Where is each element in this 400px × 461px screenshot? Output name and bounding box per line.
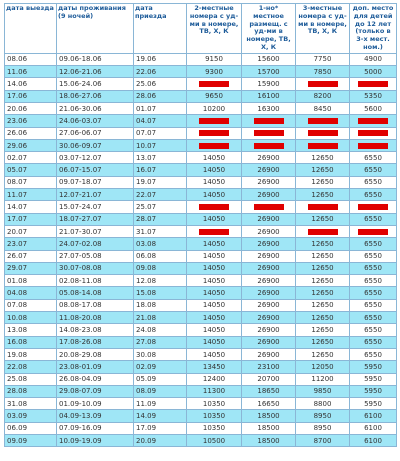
price-extra-bed-cell: 6550 [350,250,397,262]
price-single-cell: 26900 [242,312,296,324]
price-triple-cell: 12650 [296,275,350,287]
departure-date-cell: 28.08 [5,385,57,397]
price-extra-bed-cell: 6550 [350,348,397,360]
departure-date-cell: 08.06 [5,53,57,65]
stay-dates-cell: 12.07-21.07 [57,189,134,201]
price-extra-bed-cell: 6550 [350,189,397,201]
arrival-date-cell: 17.09 [134,422,187,434]
table-row [5,250,397,262]
price-extra-bed-cell: 6100 [350,410,397,422]
stay-dates-cell: 27.06-06.07 [57,127,134,139]
departure-date-cell: 23.06 [5,115,57,127]
sold-out-marker [358,143,388,149]
table-row [5,102,397,114]
table-row [5,90,397,102]
departure-date-cell: 20.06 [5,102,57,114]
table-row [5,164,397,176]
departure-date-cell: 29.07 [5,262,57,274]
price-double-cell: 10350 [187,410,242,422]
arrival-date-cell: 11.09 [134,398,187,410]
stay-dates-cell: 23.08-01.09 [57,361,134,373]
price-triple-cell: 8700 [296,434,350,446]
price-extra-bed-cell: 6550 [350,299,397,311]
price-triple-cell: 12650 [296,287,350,299]
header-extra-bed-child: доп. место для детей до 12 лет (только в 3-х мест. ном.) [350,4,397,54]
arrival-date-cell: 22.07 [134,189,187,201]
price-triple-cell: 12650 [296,336,350,348]
price-double-cell: 10200 [187,102,242,114]
price-single-cell: 26900 [242,262,296,274]
sold-out-marker [254,118,284,124]
stay-dates-cell: 12.06-21.06 [57,66,134,78]
stay-dates-cell: 02.08-11.08 [57,275,134,287]
arrival-date-cell: 10.07 [134,139,187,151]
table-row [5,361,397,373]
stay-dates-cell: 05.08-14.08 [57,287,134,299]
price-single-cell: 26900 [242,176,296,188]
departure-date-cell: 26.07 [5,250,57,262]
price-double-cell [187,115,242,127]
departure-date-cell: 25.08 [5,373,57,385]
sold-out-marker [254,143,284,149]
departure-date-cell: 05.07 [5,164,57,176]
table-row [5,398,397,410]
departure-date-cell: 22.08 [5,361,57,373]
price-triple-cell: 12650 [296,312,350,324]
stay-dates-cell: 26.08-04.09 [57,373,134,385]
price-double-cell [187,127,242,139]
departure-date-cell: 13.08 [5,324,57,336]
price-triple-cell: 12650 [296,262,350,274]
sold-out-marker [358,229,388,235]
arrival-date-cell: 24.08 [134,324,187,336]
departure-date-cell: 10.08 [5,312,57,324]
price-single-cell: 26900 [242,189,296,201]
price-single-cell: 26900 [242,324,296,336]
price-triple-cell [296,139,350,151]
price-triple-cell: 12050 [296,361,350,373]
price-single-cell: 26900 [242,164,296,176]
price-single-cell: 26900 [242,348,296,360]
arrival-date-cell: 08.09 [134,385,187,397]
price-triple-cell: 7750 [296,53,350,65]
price-single-cell: 15600 [242,53,296,65]
stay-dates-cell: 04.09-13.09 [57,410,134,422]
price-triple-cell [296,78,350,90]
table-row [5,324,397,336]
price-single-cell: 18500 [242,410,296,422]
price-single-cell: 15900 [242,78,296,90]
price-triple-cell [296,225,350,237]
departure-date-cell: 03.09 [5,410,57,422]
price-double-cell: 14050 [187,176,242,188]
departure-date-cell: 09.09 [5,434,57,446]
price-extra-bed-cell: 6550 [350,176,397,188]
sold-out-marker [199,118,229,124]
stay-dates-cell: 10.09-19.09 [57,434,134,446]
price-single-cell: 26900 [242,225,296,237]
departure-date-cell: 04.08 [5,287,57,299]
arrival-date-cell: 22.06 [134,66,187,78]
header-single-room: 1-но* местное размещ. с уд-ми в номере, ТВ, Х, К [242,4,296,54]
price-double-cell: 13450 [187,361,242,373]
price-single-cell: 16300 [242,102,296,114]
table-row [5,78,397,90]
stay-dates-cell: 08.08-17.08 [57,299,134,311]
price-double-cell: 14050 [187,287,242,299]
stay-dates-cell: 17.08-26.08 [57,336,134,348]
departure-date-cell: 31.08 [5,398,57,410]
arrival-date-cell: 21.08 [134,312,187,324]
departure-date-cell: 16.08 [5,336,57,348]
table-row [5,348,397,360]
arrival-date-cell: 15.08 [134,287,187,299]
stay-dates-cell: 03.07-12.07 [57,152,134,164]
price-extra-bed-cell: 4900 [350,53,397,65]
price-triple-cell: 12650 [296,176,350,188]
price-double-cell: 14050 [187,312,242,324]
sold-out-marker [199,130,229,136]
sold-out-marker [358,204,388,210]
price-extra-bed-cell [350,225,397,237]
price-extra-bed-cell: 6550 [350,238,397,250]
price-extra-bed-cell: 6550 [350,275,397,287]
price-single-cell [242,127,296,139]
departure-date-cell: 11.06 [5,66,57,78]
stay-dates-cell: 07.09-16.09 [57,422,134,434]
arrival-date-cell: 14.09 [134,410,187,422]
price-single-cell: 26900 [242,275,296,287]
price-triple-cell [296,115,350,127]
stay-dates-cell: 18.07-27.07 [57,213,134,225]
arrival-date-cell: 07.07 [134,127,187,139]
table-row [5,336,397,348]
arrival-date-cell: 04.07 [134,115,187,127]
price-double-cell [187,225,242,237]
sold-out-marker [358,81,388,87]
sold-out-marker [199,81,229,87]
price-extra-bed-cell: 5000 [350,66,397,78]
arrival-date-cell: 09.08 [134,262,187,274]
price-extra-bed-cell: 6550 [350,324,397,336]
stay-dates-cell: 09.07-18.07 [57,176,134,188]
price-double-cell: 12400 [187,373,242,385]
price-triple-cell: 12650 [296,152,350,164]
arrival-date-cell: 06.08 [134,250,187,262]
stay-dates-cell: 15.06-24.06 [57,78,134,90]
table-row [5,262,397,274]
stay-dates-cell: 11.08-20.08 [57,312,134,324]
departure-date-cell: 26.06 [5,127,57,139]
arrival-date-cell: 02.09 [134,361,187,373]
arrival-date-cell: 03.08 [134,238,187,250]
header-triple-room: 3-местные номера с уд-ми в номере, ТВ, Х, К [296,4,350,54]
price-triple-cell: 12650 [296,324,350,336]
price-extra-bed-cell: 6100 [350,422,397,434]
table-body [5,53,397,447]
price-extra-bed-cell: 6550 [350,336,397,348]
price-extra-bed-cell: 6550 [350,287,397,299]
price-double-cell: 14050 [187,152,242,164]
sold-out-marker [199,143,229,149]
price-single-cell [242,115,296,127]
arrival-date-cell: 16.07 [134,164,187,176]
arrival-date-cell: 05.09 [134,373,187,385]
price-double-cell [187,201,242,213]
arrival-date-cell: 28.07 [134,213,187,225]
price-single-cell: 20700 [242,373,296,385]
table-row [5,139,397,151]
departure-date-cell: 08.07 [5,176,57,188]
price-double-cell: 14050 [187,238,242,250]
price-double-cell: 9650 [187,90,242,102]
price-triple-cell: 7850 [296,66,350,78]
sold-out-marker [308,204,338,210]
price-extra-bed-cell [350,201,397,213]
price-single-cell: 15700 [242,66,296,78]
price-single-cell: 26900 [242,213,296,225]
price-single-cell: 26900 [242,299,296,311]
sold-out-marker [358,130,388,136]
price-double-cell: 10500 [187,434,242,446]
table-row [5,287,397,299]
departure-date-cell: 19.08 [5,348,57,360]
departure-date-cell: 02.07 [5,152,57,164]
price-single-cell: 26900 [242,287,296,299]
price-extra-bed-cell [350,139,397,151]
price-double-cell: 9150 [187,53,242,65]
stay-dates-cell: 24.07-02.08 [57,238,134,250]
price-single-cell [242,201,296,213]
table-row [5,53,397,65]
price-double-cell: 14050 [187,299,242,311]
price-single-cell: 26900 [242,152,296,164]
price-double-cell: 14050 [187,164,242,176]
arrival-date-cell: 19.07 [134,176,187,188]
table-row [5,115,397,127]
sold-out-marker [199,204,229,210]
price-single-cell: 23100 [242,361,296,373]
arrival-date-cell: 25.07 [134,201,187,213]
arrival-date-cell: 13.07 [134,152,187,164]
arrival-date-cell: 27.08 [134,336,187,348]
table-row [5,275,397,287]
stay-dates-cell: 29.08-07.09 [57,385,134,397]
price-triple-cell: 8800 [296,398,350,410]
sold-out-marker [308,81,338,87]
price-extra-bed-cell: 5950 [350,361,397,373]
price-triple-cell: 12650 [296,299,350,311]
stay-dates-cell: 21.07-30.07 [57,225,134,237]
table-row [5,189,397,201]
price-triple-cell: 8450 [296,102,350,114]
departure-date-cell: 29.06 [5,139,57,151]
arrival-date-cell: 12.08 [134,275,187,287]
price-double-cell: 14050 [187,336,242,348]
price-triple-cell [296,127,350,139]
price-double-cell: 10350 [187,422,242,434]
departure-date-cell: 07.08 [5,299,57,311]
header-stay-dates: даты проживания (9 ночей) [57,4,134,54]
table-row [5,373,397,385]
departure-date-cell: 17.06 [5,90,57,102]
price-extra-bed-cell [350,115,397,127]
price-double-cell: 14050 [187,275,242,287]
departure-date-cell: 11.07 [5,189,57,201]
stay-dates-cell: 20.08-29.08 [57,348,134,360]
stay-dates-cell: 30.06-09.07 [57,139,134,151]
price-single-cell: 18650 [242,385,296,397]
sold-out-marker [308,143,338,149]
price-double-cell: 14050 [187,189,242,201]
departure-date-cell: 20.07 [5,225,57,237]
price-single-cell: 26900 [242,238,296,250]
arrival-date-cell: 25.06 [134,78,187,90]
price-extra-bed-cell: 5950 [350,398,397,410]
price-double-cell [187,139,242,151]
table-row [5,213,397,225]
table-row [5,410,397,422]
price-triple-cell: 8950 [296,422,350,434]
stay-dates-cell: 21.06-30.06 [57,102,134,114]
header-departure: дата выезда [5,4,57,54]
arrival-date-cell: 30.08 [134,348,187,360]
stay-dates-cell: 14.08-23.08 [57,324,134,336]
departure-date-cell: 01.08 [5,275,57,287]
price-double-cell: 14050 [187,348,242,360]
price-triple-cell: 12650 [296,213,350,225]
price-extra-bed-cell: 5950 [350,385,397,397]
sold-out-marker [308,118,338,124]
stay-dates-cell: 30.07-08.08 [57,262,134,274]
price-extra-bed-cell [350,127,397,139]
price-triple-cell: 12650 [296,348,350,360]
table-row [5,201,397,213]
price-single-cell [242,139,296,151]
price-triple-cell: 8950 [296,410,350,422]
price-table [4,3,397,447]
price-triple-cell: 12650 [296,164,350,176]
price-extra-bed-cell: 5600 [350,102,397,114]
sold-out-marker [254,130,284,136]
price-single-cell: 16650 [242,398,296,410]
price-single-cell: 16100 [242,90,296,102]
table-row [5,225,397,237]
table-row [5,152,397,164]
table-row [5,422,397,434]
price-double-cell: 14050 [187,250,242,262]
table-row [5,66,397,78]
sold-out-marker [308,229,338,235]
price-extra-bed-cell: 5350 [350,90,397,102]
stay-dates-cell: 09.06-18.06 [57,53,134,65]
header-double-room: 2-местные номера с уд-ми в номере, ТВ, Х, К [187,4,242,54]
sold-out-marker [199,229,229,235]
price-double-cell: 14050 [187,213,242,225]
price-double-cell: 14050 [187,324,242,336]
price-extra-bed-cell: 6550 [350,164,397,176]
price-triple-cell [296,201,350,213]
price-single-cell: 18500 [242,434,296,446]
price-double-cell: 11300 [187,385,242,397]
table-row [5,176,397,188]
price-double-cell [187,78,242,90]
price-extra-bed-cell: 5950 [350,373,397,385]
stay-dates-cell: 06.07-15.07 [57,164,134,176]
price-triple-cell: 12650 [296,189,350,201]
price-double-cell: 9300 [187,66,242,78]
price-extra-bed-cell: 6550 [350,262,397,274]
departure-date-cell: 06.09 [5,422,57,434]
stay-dates-cell: 15.07-24.07 [57,201,134,213]
stay-dates-cell: 18.06-27.06 [57,90,134,102]
arrival-date-cell: 31.07 [134,225,187,237]
price-double-cell: 14050 [187,262,242,274]
stay-dates-cell: 27.07-05.08 [57,250,134,262]
price-table-container [4,3,396,447]
arrival-date-cell: 01.07 [134,102,187,114]
table-row [5,299,397,311]
price-extra-bed-cell [350,78,397,90]
departure-date-cell: 17.07 [5,213,57,225]
price-triple-cell: 11200 [296,373,350,385]
price-triple-cell: 12650 [296,250,350,262]
arrival-date-cell: 20.09 [134,434,187,446]
table-row [5,127,397,139]
header-arrival: дата приезда [134,4,187,54]
sold-out-marker [358,118,388,124]
price-extra-bed-cell: 6550 [350,312,397,324]
departure-date-cell: 23.07 [5,238,57,250]
price-triple-cell: 12650 [296,238,350,250]
table-row [5,434,397,446]
table-row [5,312,397,324]
price-single-cell: 26900 [242,250,296,262]
price-extra-bed-cell: 6550 [350,213,397,225]
price-double-cell: 10350 [187,398,242,410]
price-extra-bed-cell: 6100 [350,434,397,446]
departure-date-cell: 14.06 [5,78,57,90]
price-triple-cell: 8200 [296,90,350,102]
stay-dates-cell: 01.09-10.09 [57,398,134,410]
price-triple-cell: 9850 [296,385,350,397]
price-extra-bed-cell: 6550 [350,152,397,164]
stay-dates-cell: 24.06-03.07 [57,115,134,127]
table-row [5,238,397,250]
table-row [5,385,397,397]
header-row [5,4,397,54]
sold-out-marker [254,204,284,210]
sold-out-marker [308,130,338,136]
price-single-cell: 18500 [242,422,296,434]
departure-date-cell: 14.07 [5,201,57,213]
arrival-date-cell: 18.08 [134,299,187,311]
arrival-date-cell: 28.06 [134,90,187,102]
price-single-cell: 26900 [242,336,296,348]
arrival-date-cell: 19.06 [134,53,187,65]
